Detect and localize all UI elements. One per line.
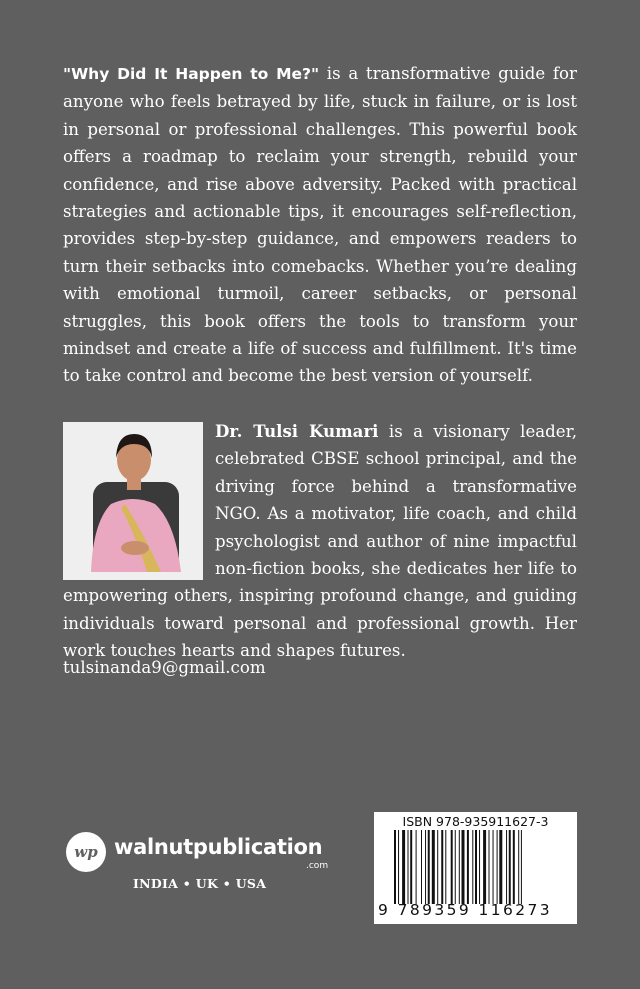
walnut-logo-icon: wp (66, 832, 106, 872)
author-email: tulsinanda9@gmail.com (63, 658, 266, 677)
barcode-bar (459, 830, 460, 904)
book-description (63, 60, 577, 390)
barcode-bar (428, 830, 430, 904)
barcode-digits: 9 789359 116273 (378, 901, 553, 919)
author-bio (63, 418, 577, 665)
barcode-bar (394, 830, 396, 904)
barcode-bar (493, 830, 494, 904)
publisher-regions: INDIA • UK • USA (133, 876, 267, 891)
barcode-bar (475, 830, 477, 904)
barcode-bar (506, 830, 507, 904)
barcode-bar (455, 830, 456, 904)
barcode-bar (509, 830, 511, 904)
isbn-label: ISBN 978-935911627-3 (402, 814, 549, 829)
barcode-bar (421, 830, 422, 904)
barcode-bar (518, 830, 519, 904)
barcode-bars (394, 830, 557, 904)
barcode-bar (451, 830, 453, 904)
barcode-bar (441, 830, 443, 904)
author-photo (63, 422, 203, 580)
barcode-bar (472, 830, 473, 904)
barcode-bar (467, 830, 469, 904)
barcode-bar (462, 830, 465, 904)
barcode-bar (483, 830, 486, 904)
description-text: is a transformative guide for anyone who feels betrayed by life, stuck in failure, or is lost in personal or professional challenges. This powerful book offers a roadmap to reclaim your strength, rebuild your confidence, and rise above adversity. Packed with practical strategies and actionable tips, it encourages self-reflection, provides step-by-step guidance, and empowers readers to turn their setbacks into comebacks. Whether you’re dealing with emotional turmoil, career setbacks, or personal struggles, this book offers the tools to transform your mindset and create a life of success and fulfillment. It's time to take control and become the best version of yourself. (63, 64, 577, 386)
barcode-bar (499, 830, 502, 904)
barcode-bar (410, 830, 412, 904)
barcode-bar (513, 830, 515, 904)
barcode-bar (425, 830, 426, 904)
barcode-bar (479, 830, 480, 904)
publisher-domain-suffix: .com (306, 861, 329, 871)
publisher-logo (66, 830, 336, 874)
barcode-bar (432, 830, 435, 904)
book-title: "Why Did It Happen to Me?" (63, 65, 320, 83)
barcode-bar (497, 830, 498, 904)
barcode-bar (445, 830, 446, 904)
publisher-name: walnutpublication (114, 835, 323, 859)
author-name: Dr. Tulsi Kumari (215, 421, 379, 441)
isbn-barcode (374, 812, 577, 924)
barcode-bar (489, 830, 490, 904)
barcode-bar (398, 830, 399, 904)
barcode-bar (416, 830, 417, 904)
barcode-bar (402, 830, 405, 904)
barcode-bar (408, 830, 409, 904)
barcode-bar (521, 830, 522, 904)
barcode-bar (437, 830, 438, 904)
author-bio-text: is a visionary leader, celebrated CBSE school principal, and the driving force behind a transformative NGO. As a motivator, life coach, and child psychologist and author of nine impactful non-fiction books, she dedicates her life to empowering others, inspiring profound change, and guiding individuals toward personal and professional growth. Her work touches hearts and shapes futures. (63, 422, 578, 661)
